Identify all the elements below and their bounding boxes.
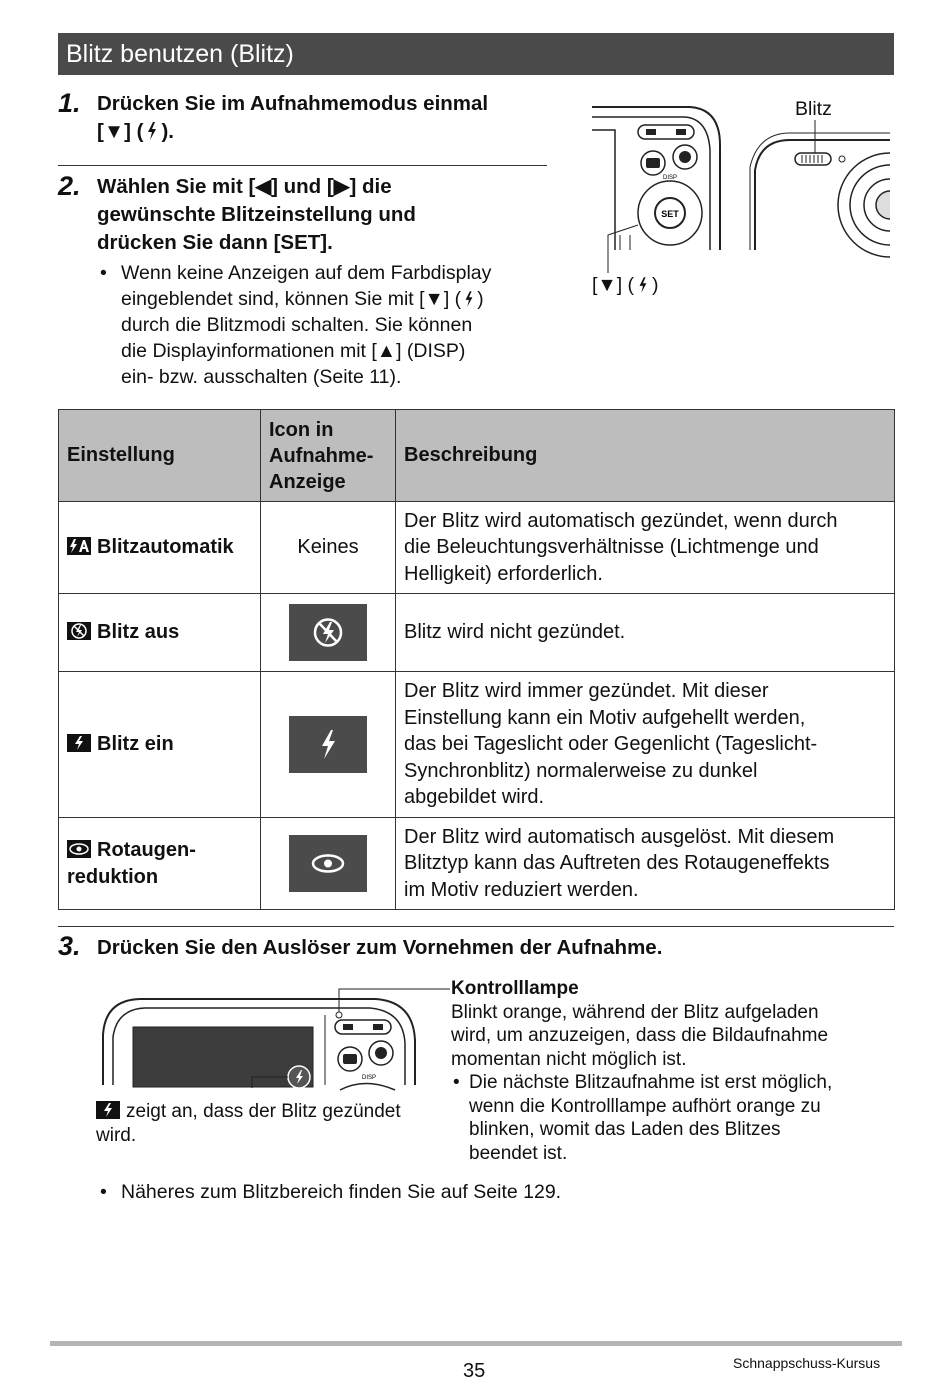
description [396, 818, 895, 910]
bullet-line-2-a: eingeblendet sind, können Sie mit [▼] ( [121, 288, 462, 310]
description-line: Einstellung kann ein Motiv aufgehellt werden, [404, 706, 806, 729]
table-header-row [59, 410, 895, 502]
flash-settings-table [58, 409, 895, 910]
step-2-bullet-mark: • [100, 262, 107, 284]
setting-auto [59, 502, 261, 594]
description-line: abgebildet wird. [404, 786, 545, 809]
header-icon [261, 410, 396, 502]
header-icon-line-1: Icon in [269, 418, 334, 441]
step-2-line-2: gewünschte Blitzeinstellung und [97, 203, 416, 226]
callout-line: Blinkt orange, während der Blitz aufgeladen [451, 1001, 819, 1023]
header-description: Beschreibung [396, 410, 895, 502]
setting-off [59, 594, 261, 672]
red-eye-icon [289, 835, 367, 892]
bullet-line-2 [121, 286, 551, 312]
header-icon-line-3: Anzeige [269, 470, 346, 493]
page-number: 35 [463, 1360, 486, 1382]
table-row [59, 672, 895, 818]
disp-label: DISP [361, 1075, 377, 1081]
description-line: im Motiv reduziert werden. [404, 878, 639, 901]
section-name: Schnappschuss-Kursus [733, 1355, 881, 1371]
flash-fired-note-line-2: wird. [96, 1125, 137, 1146]
step-divider [58, 165, 547, 166]
flash-button-label-b: ) [652, 274, 659, 296]
table-row [59, 818, 895, 910]
bullet-line-2-b: ) [477, 288, 484, 310]
table-row [59, 594, 895, 672]
section-title: Blitz benutzen (Blitz) [58, 33, 894, 75]
description [396, 502, 895, 594]
header-icon-line-2: Aufnahme- [269, 444, 374, 467]
setting-redeye [59, 818, 261, 910]
flash-button-label [592, 272, 659, 298]
callout-line: Die nächste Blitzaufnahme ist erst möglich, [469, 1072, 833, 1093]
bullet-line-5: ein- bzw. ausschalten (Seite 11). [121, 366, 402, 388]
flash-label: Blitz [795, 98, 832, 120]
final-bullet-mark: • [100, 1181, 107, 1203]
flash-fired-note [96, 1100, 446, 1148]
setting-name: Rotaugen- [97, 838, 196, 861]
flash-on-icon [289, 716, 367, 773]
step-2-line-3: drücken Sie dann [SET]. [97, 231, 333, 254]
callout-line: momentan nicht möglich ist. [451, 1048, 687, 1070]
step-2-number: 2. [58, 171, 81, 201]
icon-cell [261, 818, 396, 910]
set-button-label: SET [661, 209, 679, 219]
description-line: Synchronblitz) normalerweise zu dunkel [404, 759, 758, 782]
setting-name-line-1 [67, 837, 252, 864]
setting-name-line-2: reduktion [67, 865, 159, 888]
indicator-lamp-callout [451, 977, 881, 1165]
description-line: Blitztyp kann das Auftreten des Rotaugeneffekts [404, 852, 830, 875]
flash-off-icon [289, 604, 367, 661]
flash-button-label-a: [▼] ( [592, 274, 635, 296]
callout-line: beendet ist. [469, 1142, 568, 1164]
step-3-number: 3. [58, 931, 81, 961]
description-line: Helligkeit) erforderlich. [404, 562, 603, 585]
bullet-line-3: durch die Blitzmodi schalten. Sie können [121, 314, 473, 336]
flash-icon [637, 276, 649, 294]
description-line: Der Blitz wird immer gezündet. Mit dieser [404, 680, 769, 703]
step-2-bullet [121, 260, 551, 390]
flash-icon [145, 121, 159, 141]
header-setting: Einstellung [59, 410, 261, 502]
description [396, 672, 895, 818]
flash-on-icon [96, 1101, 120, 1119]
final-note: Näheres zum Blitzbereich finden Sie auf Seite 129. [121, 1181, 562, 1203]
step-1-button: [▼] ( [97, 120, 144, 143]
flash-off-icon [67, 622, 91, 640]
step-3-text: Drücken Sie den Auslöser zum Vornehmen der Aufnahme. [97, 936, 663, 959]
red-eye-icon [67, 840, 91, 858]
step-divider [58, 926, 894, 927]
setting-name: Blitzautomatik [97, 536, 234, 558]
setting-name: Blitz aus [97, 621, 180, 643]
bullet-line-4: die Displayinformationen mit [▲] (DISP) [121, 340, 466, 362]
flash-icon [463, 290, 475, 308]
setting-on [59, 672, 261, 818]
indicator-lamp-title: Kontrolllampe [451, 978, 579, 999]
flash-fired-note-line-1 [96, 1100, 446, 1124]
flash-on-icon [67, 734, 91, 752]
footer-divider [50, 1341, 902, 1346]
callout-line: wird, um anzuzeigen, dass die Bildaufnahme [451, 1025, 829, 1046]
setting-name: Blitz ein [97, 733, 174, 755]
camera-illustration-2 [95, 985, 450, 1095]
step-1-end: ). [161, 120, 174, 143]
flash-auto-icon [67, 537, 91, 555]
table-row [59, 502, 895, 594]
description-line: Der Blitz wird automatisch ausgelöst. Mit diesem [404, 825, 835, 848]
callout-bullet [451, 1071, 881, 1165]
callout-line: blinken, womit das Laden des Blitzes [469, 1119, 781, 1140]
icon-none: Keines [261, 502, 396, 594]
step-1-line-2 [97, 118, 488, 146]
step-1-number: 1. [58, 88, 81, 118]
step-2-text [97, 173, 416, 257]
icon-cell [261, 594, 396, 672]
description: Blitz wird nicht gezündet. [396, 594, 895, 672]
disp-label: DISP [662, 175, 678, 181]
step-2-line-1: Wählen Sie mit [◀] und [▶] die [97, 175, 392, 198]
description-line: Der Blitz wird automatisch gezündet, wenn durch [404, 509, 838, 532]
description-line: das bei Tageslicht oder Gegenlicht (Tageslicht- [404, 733, 818, 756]
flash-fired-note-text: zeigt an, dass der Blitz gezündet [126, 1101, 401, 1122]
bullet-mark: • [453, 1072, 460, 1093]
callout-line: wenn die Kontrolllampe aufhört orange zu [469, 1095, 821, 1117]
description-line: die Beleuchtungsverhältnisse (Lichtmenge und [404, 536, 819, 559]
icon-cell [261, 672, 396, 818]
step-1-line-1: Drücken Sie im Aufnahmemodus einmal [97, 92, 489, 115]
bullet-line-1: Wenn keine Anzeigen auf dem Farbdisplay [121, 262, 492, 284]
step-1-text [97, 90, 488, 146]
